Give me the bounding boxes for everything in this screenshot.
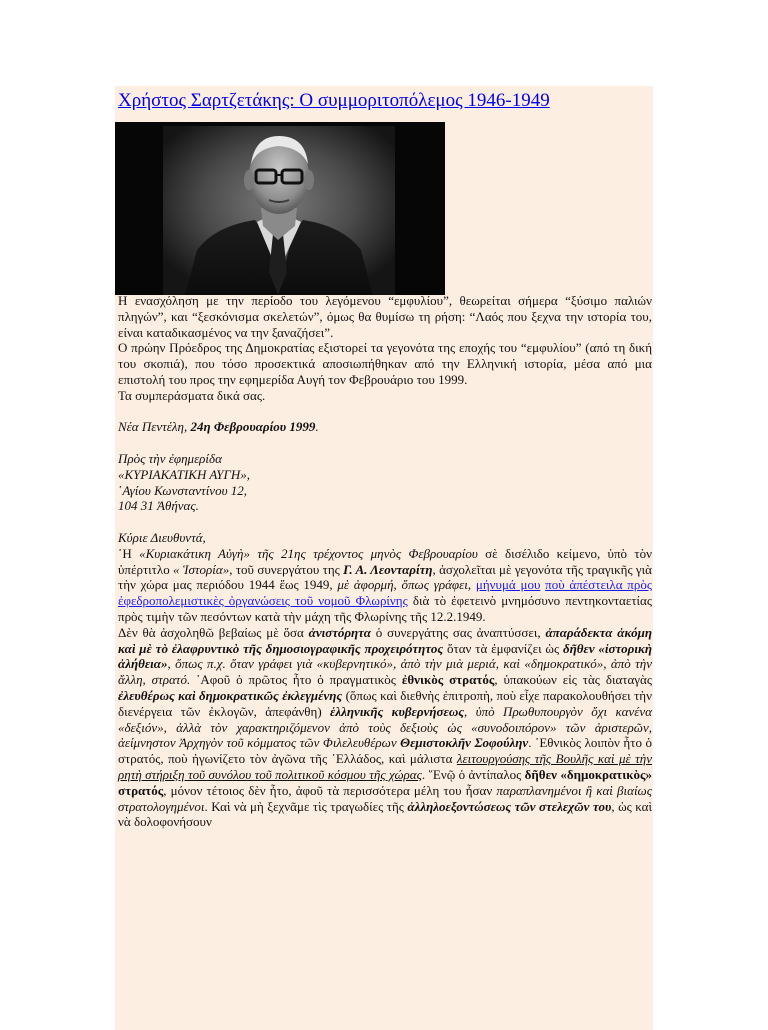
dateline-place: Νέα Πεντέλη,: [118, 419, 188, 435]
article-title-link[interactable]: Χρήστος Σαρτζετάκης: Ο συμμοριτοπόλεμος 1946-1949: [118, 90, 550, 111]
dateline: Νέα Πεντέλη, 24η Φεβρουαρίου 1999.: [118, 419, 319, 435]
parliament-underline: λειτουργούσης τῆς Βουλῆς καὶ μὲ τὴν ρητὴ στήριξη τοῦ συνόλου τοῦ πολιτικοῦ κόσμου τῆς χώρας: [118, 751, 652, 782]
address-line: ῾Αγίου Κωνσταντίνου 12,: [118, 482, 248, 498]
message-link[interactable]: μήνυμά μου: [475, 577, 541, 593]
intro-paragraph-1: Η ενασχόληση με την περίοδο του λεγόμενου “εμφυλίου”, θεωρείται σήμερα “ξύσιμο παλιών πληγών”, και “ξεσκόνισμα σκελετών”, όμως θα θυμίσω τη ρήση: “Λαός που ξεχνα την ιστορία του, είναι καταδικασμένος να την ξαναζήσει”.: [118, 293, 652, 340]
article-page: [115, 86, 653, 1030]
intro-paragraph-3: Τα συμπεράσματα δικά σας.: [118, 387, 266, 403]
portrait-photo-image: [115, 122, 445, 295]
dateline-date: 24η Φεβρουαρίου 1999: [190, 419, 316, 435]
letter-paragraph-1: ῾Η «Κυριακάτικη Αὐγὴ» τῆς 21ης τρέχοντος μηνὸς Φεβρουαρίου σὲ δισέλιδο κείμενο, ὑπὸ τὸν ὑπέρτιτλο « Ἱστορία», τοῦ συνεργάτου της Γ. Α. Λεονταρίτη, ἀσχολεῖται μὲ γεγονότα τῆς τραγικῆς γιὰ τὴν χώρα μας περιόδου 1944 ἕως 1949, μὲ ἀφορμή, ὅπως γράφει, μήνυμά μου ποὺ ἀπέστειλα πρὸς ἐφεδροπολεμιστικὲς ὀργανώσεις τοῦ νομοῦ Φλωρίνης διὰ τὸ ἐφετεινὸ μνημόσυνο πεντηκονταετίας πρὸς τιμὴν τῶν πεσόντων κατὰ τὴν μάχη τῆς Φλωρίνης τῆς 12.2.1949.: [118, 545, 653, 624]
address-line: 104 31 Ἀθήνας.: [118, 498, 199, 514]
portrait-photo: [115, 122, 445, 295]
address-line: «ΚΥΡΙΑΚΑΤΙΚΗ ΑΥΓΗ»,: [118, 466, 251, 482]
letter-paragraph-2: Δὲν θὰ ἀσχοληθῶ βεβαίως μὲ ὅσα ἀνιστόρητα ὁ συνεργάτης σας ἀναπτύσσει, ἀπαράδεκτα ἀκόμη καὶ μὲ τὸ ἐλαφρυντικὸ τῆς δημοσιογραφικῆς προχειρότητος ὅταν τὰ ἐμφανίζει ὡς δῆθεν «ἱστορικὴ ἀλήθεια», ὅπως π.χ. ὅταν γράφει γιὰ «κυβερνητικό», ἀπὸ τὴν μιὰ μεριά, καὶ «δημοκρατικό», ἀπὸ τὴν ἄλλη, στρατό. ῾Αφοῦ ὁ πρῶτος ἦτο ὁ πραγματικὸς ἐθνικὸς στρατός, ὑπακούων εἰς τὰς διαταγὰς ἐλευθέρως καὶ δημοκρατικῶς ἐκλεγμένης (ὅπως καὶ διεθνὴς ἐπιτροπὴ, ποὺ εἶχε παρακολουθήσει τὴν διενέργεια τῶν ἐκλογῶν, ἀπεφάνθη) ἑλληνικῆς κυβερνήσεως, ὑπὸ Πρωθυπουργὸν ὄχι κανένα «δεξιόν», ἀλλὰ τὸν χαρακτηριζόμενον ἀπὸ τοὺς δεξιοὺς ὡς «συνοδοιπόρον» τῶν ἀριστερῶν, ἀείμνηστον Ἀρχηγὸν τοῦ κόμματος τῶν Φιλελευθέρων Θεμιστοκλῆν Σοφούλην. ῾Εθνικὸς λοιπὸν ἦτο ὁ στρατός, ποὺ ἠγωνίζετο τὸν ἀγῶνα τῆς ῾Ελλάδος, καὶ μάλιστα λειτουργούσης τῆς Βουλῆς καὶ μὲ τὴν ρητὴ στήριξη τοῦ συνόλου τοῦ πολιτικοῦ κόσμου τῆς χώρας. ῞Ενῷ ὁ ἀντίπαλος δῆθεν «δημοκρατικὸς» στρατός, μόνον τέτοιος δὲν ἦτο, ἀφοῦ τὰ περισσότερα μέλη του ἦσαν παραπλανημένοι ἢ καὶ βιαίως στρατολογημένοι. Καὶ νὰ μὴ ξεχνᾶμε τὶς τραγωδίες τῆς ἀλληλοεξοντώσεως τῶν στελεχῶν του, ὡς καὶ νὰ δολοφονήσουν: [118, 624, 653, 830]
intro-paragraph-2: Ο πρώην Πρόεδρος της Δημοκρατίας εξιστορεί τα γεγονότα της εποχής του “εμφυλίου” (από τη δική του σκοπιά), που τόσο προσεκτικά αποσιωπήθηκαν από την Ελληνική ιστορία, μέσα από μια επιστολή του προς την εφημερίδα Αυγή τον Φεβρουάριο του 1999.: [118, 340, 652, 387]
article-body: [118, 293, 652, 830]
salutation: Κύριε Διευθυντά,: [118, 529, 206, 545]
address-line: Πρὸς τὴν ἐφημερίδα: [118, 450, 222, 466]
organizations-link[interactable]: ποὺ ἀπέστειλα πρὸς ἐφεδροπολεμιστικὲς ὀργανώσεις τοῦ νομοῦ Φλωρίνης: [118, 577, 652, 609]
